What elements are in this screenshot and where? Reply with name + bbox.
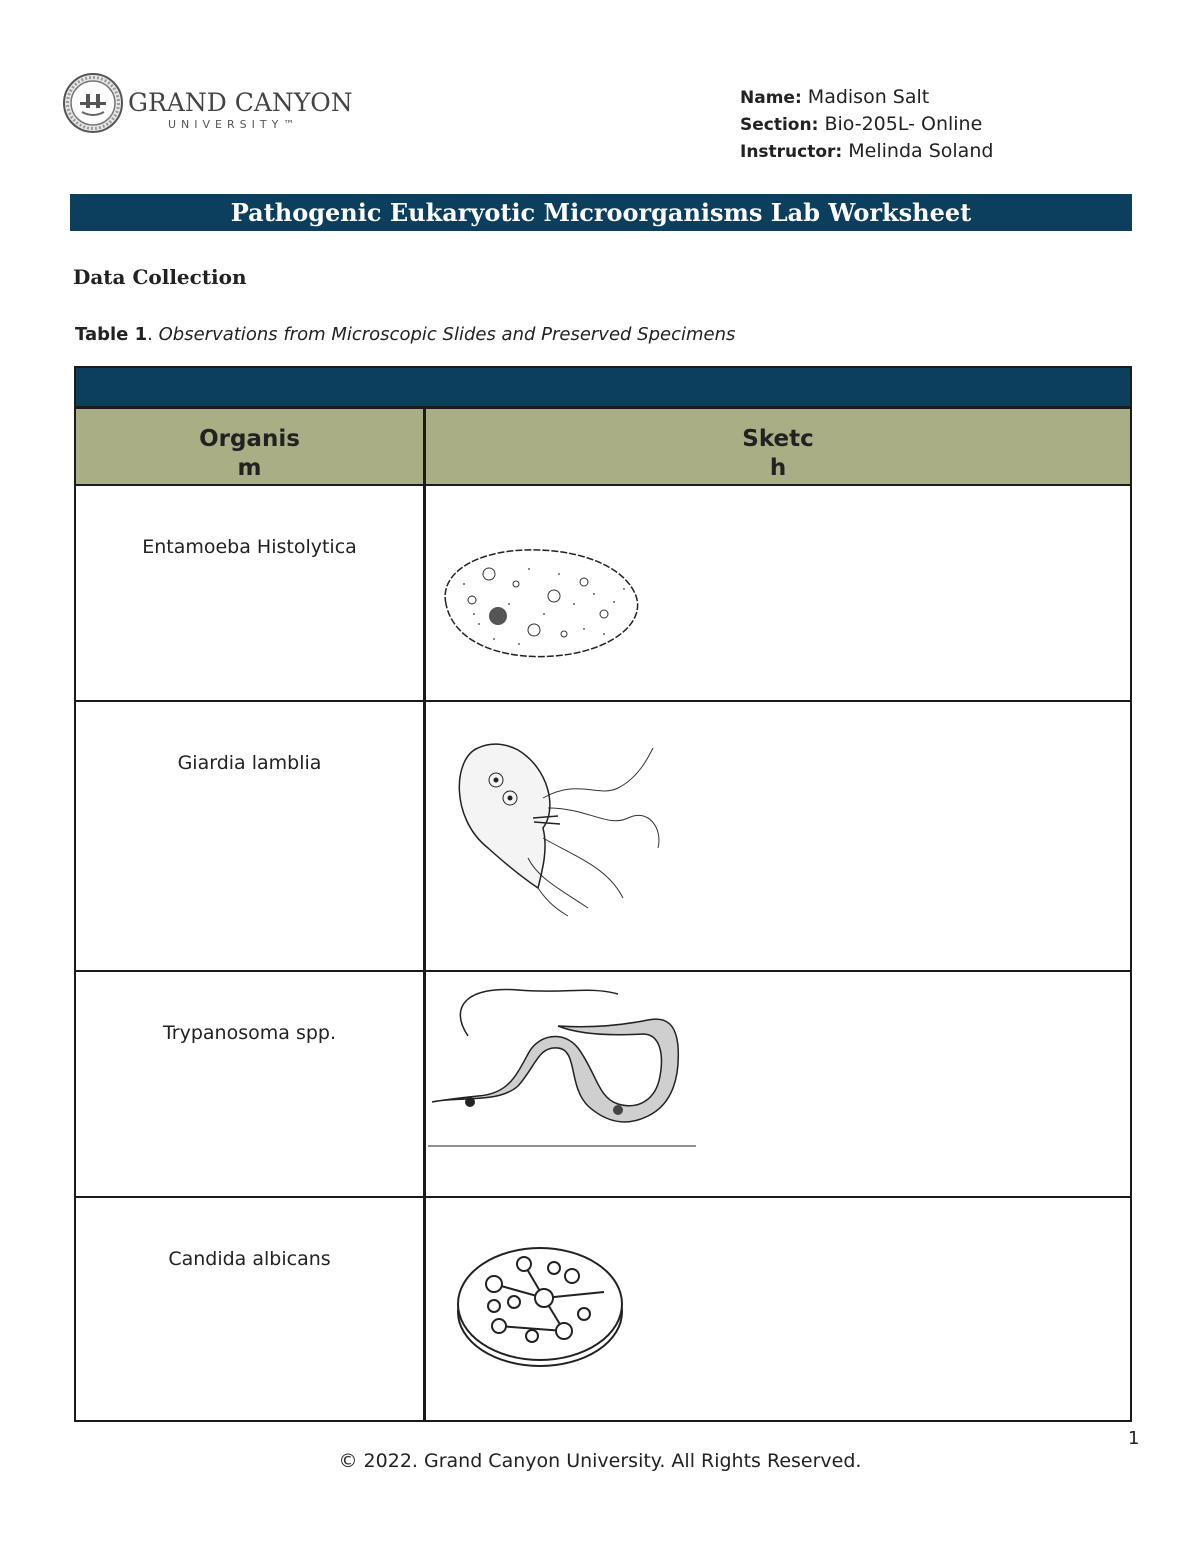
organism-cell: Trypanosoma spp. xyxy=(76,972,426,1196)
caption-label: Table 1 xyxy=(75,324,148,345)
instructor-label: Instructor: xyxy=(740,142,843,162)
instructor-row xyxy=(740,138,993,165)
observations-table xyxy=(74,366,1132,1422)
university-logo xyxy=(62,72,352,138)
section-heading: Data Collection xyxy=(73,265,247,289)
candida-sketch-icon xyxy=(454,1236,628,1374)
table-row xyxy=(76,972,1130,1198)
header-organism-line2: m xyxy=(237,455,262,481)
name-row xyxy=(740,84,993,111)
name-label: Name: xyxy=(740,88,802,108)
giardia-sketch-icon xyxy=(448,738,668,922)
organism-cell: Giardia lamblia xyxy=(76,702,426,970)
table-caption: Table 1. Observations from Microscopic Slides and Preserved Specimens xyxy=(75,324,736,345)
logo-subtitle: UNIVERSITY™ xyxy=(168,118,300,131)
name-value: Madison Salt xyxy=(807,86,930,108)
page-number: 1 xyxy=(1128,1428,1140,1449)
worksheet-title-banner: Pathogenic Eukaryotic Microorganisms Lab Worksheet xyxy=(70,194,1132,231)
table-top-bar xyxy=(76,368,1130,409)
instructor-value: Melinda Soland xyxy=(848,140,994,162)
section-row xyxy=(740,111,993,138)
copyright-footer: © 2022. Grand Canyon University. All Rights Reserved. xyxy=(338,1450,862,1472)
header-organism-line1: Organis xyxy=(199,426,300,452)
university-seal-icon xyxy=(62,72,124,134)
header-sketch-line2: h xyxy=(769,455,787,481)
organism-cell: Candida albicans xyxy=(76,1198,426,1420)
header-sketch xyxy=(426,409,1130,486)
section-value: Bio-205L- Online xyxy=(824,113,983,135)
table-row xyxy=(76,1198,1130,1420)
logo-wordmark: GRAND CANYON xyxy=(128,88,353,117)
table-row xyxy=(76,486,1130,702)
student-info xyxy=(740,84,993,165)
caption-text: Observations from Microscopic Slides and Preserved Specimens xyxy=(158,324,736,345)
amoeba-sketch-icon xyxy=(434,544,644,668)
table-body xyxy=(76,486,1130,1420)
section-label: Section: xyxy=(740,115,819,135)
organism-cell: Entamoeba Histolytica xyxy=(76,486,426,700)
header-organism xyxy=(76,409,426,486)
trypanosoma-sketch-icon xyxy=(428,976,696,1152)
header-sketch-line1: Sketc xyxy=(742,426,814,452)
table-row xyxy=(76,702,1130,972)
